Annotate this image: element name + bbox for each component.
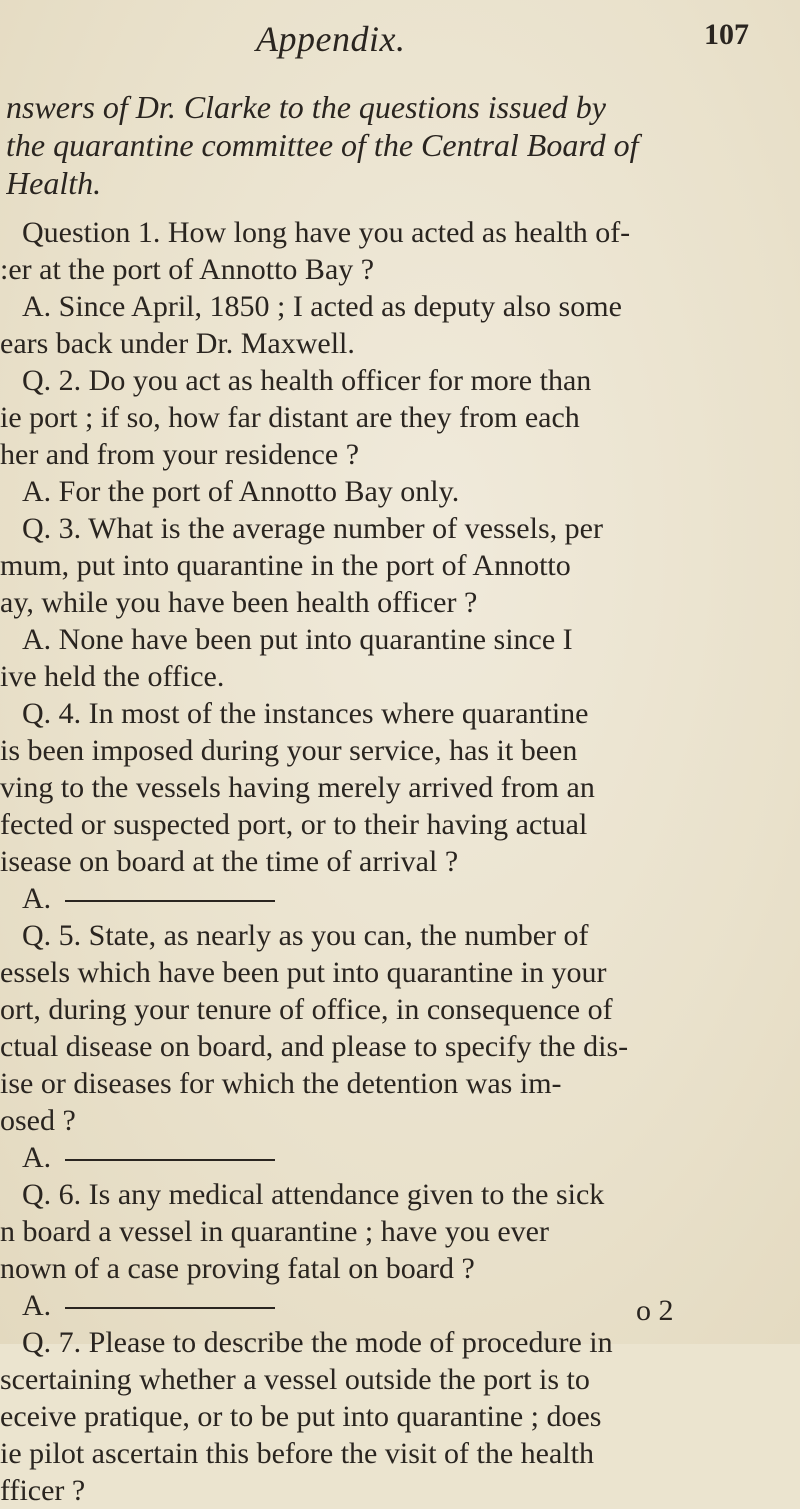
text-line: ie pilot ascertain this before the visit of the health — [0, 1437, 594, 1470]
text-line: A. None have been put into quarantine since I — [22, 623, 573, 656]
answer-6-blank — [0, 1287, 800, 1324]
text-line: n board a vessel in quarantine ; have you ever — [0, 1215, 549, 1248]
text-line: :er at the port of Annotto Bay ? — [0, 253, 375, 286]
answer-5-blank — [0, 1139, 800, 1176]
text-line: ving to the vessels having merely arrived from an — [0, 771, 595, 804]
heading-line: the quarantine committee of the Central Board of — [6, 127, 639, 163]
text-line: is been imposed during your service, has it been — [0, 734, 578, 767]
question-2 — [0, 362, 800, 473]
answer-2 — [0, 473, 800, 510]
text-line: fficer ? — [0, 1474, 86, 1507]
text-line: her and from your residence ? — [0, 438, 360, 471]
answer-label: A. — [22, 882, 52, 915]
text-line: mum, put into quarantine in the port of Annotto — [0, 549, 571, 582]
text-line: A. Since April, 1850 ; I acted as deputy also some — [22, 290, 622, 323]
text-line: Q. 3. What is the average number of vessels, per — [22, 512, 603, 545]
text-line: nown of a case proving fatal on board ? — [0, 1252, 475, 1285]
text-line: Q. 6. Is any medical attendance given to the sick — [22, 1178, 605, 1211]
text-line: ise or diseases for which the detention was im- — [0, 1067, 562, 1100]
text-line: ive held the office. — [0, 660, 225, 693]
signature-mark: o 2 — [636, 1294, 674, 1327]
blank-rule — [65, 1307, 275, 1309]
blank-rule — [65, 1159, 275, 1161]
question-1 — [0, 214, 800, 288]
text-line: ears back under Dr. Maxwell. — [0, 327, 355, 360]
text-line: essels which have been put into quarantine in your — [0, 956, 607, 989]
text-line: ort, during your tenure of office, in consequence of — [0, 993, 613, 1026]
text-line: scertaining whether a vessel outside the port is to — [0, 1363, 590, 1396]
page-number: 107 — [704, 18, 749, 51]
text-line: fected or suspected port, or to their having actual — [0, 808, 588, 841]
answer-1 — [0, 288, 800, 362]
heading-line: Health. — [6, 165, 102, 201]
question-5 — [0, 917, 800, 1139]
text-line: Q. 5. State, as nearly as you can, the number of — [22, 919, 589, 952]
text-line: osed ? — [0, 1104, 76, 1137]
text-line: ie port ; if so, how far distant are they from each — [0, 401, 580, 434]
question-6 — [0, 1176, 800, 1287]
answer-3 — [0, 621, 800, 695]
answer-label: A. — [22, 1289, 52, 1322]
blank-rule — [65, 900, 275, 902]
text-line: Q. 4. In most of the instances where quarantine — [22, 697, 589, 730]
text-line: Q. 7. Please to describe the mode of procedure in — [22, 1326, 613, 1359]
heading-line: nswers of Dr. Clarke to the questions issued by — [6, 89, 606, 125]
text-line: isease on board at the time of arrival ? — [0, 845, 459, 878]
section-heading — [6, 88, 746, 202]
text-line: A. For the port of Annotto Bay only. — [22, 475, 460, 508]
answer-label: A. — [22, 1141, 52, 1174]
page-header — [0, 8, 800, 68]
text-line: eceive pratique, or to be put into quarantine ; does — [0, 1400, 602, 1433]
text-line: Q. 2. Do you act as health officer for more than — [22, 364, 592, 397]
running-title: Appendix. — [256, 19, 406, 59]
question-3 — [0, 510, 800, 621]
question-4 — [0, 695, 800, 880]
page-content — [0, 88, 800, 1509]
question-7 — [0, 1324, 800, 1509]
answer-4-blank — [0, 880, 800, 917]
text-line: ay, while you have been health officer ? — [0, 586, 478, 619]
text-line: Question 1. How long have you acted as health of- — [22, 216, 631, 249]
text-line: ctual disease on board, and please to specify the dis- — [0, 1030, 629, 1063]
